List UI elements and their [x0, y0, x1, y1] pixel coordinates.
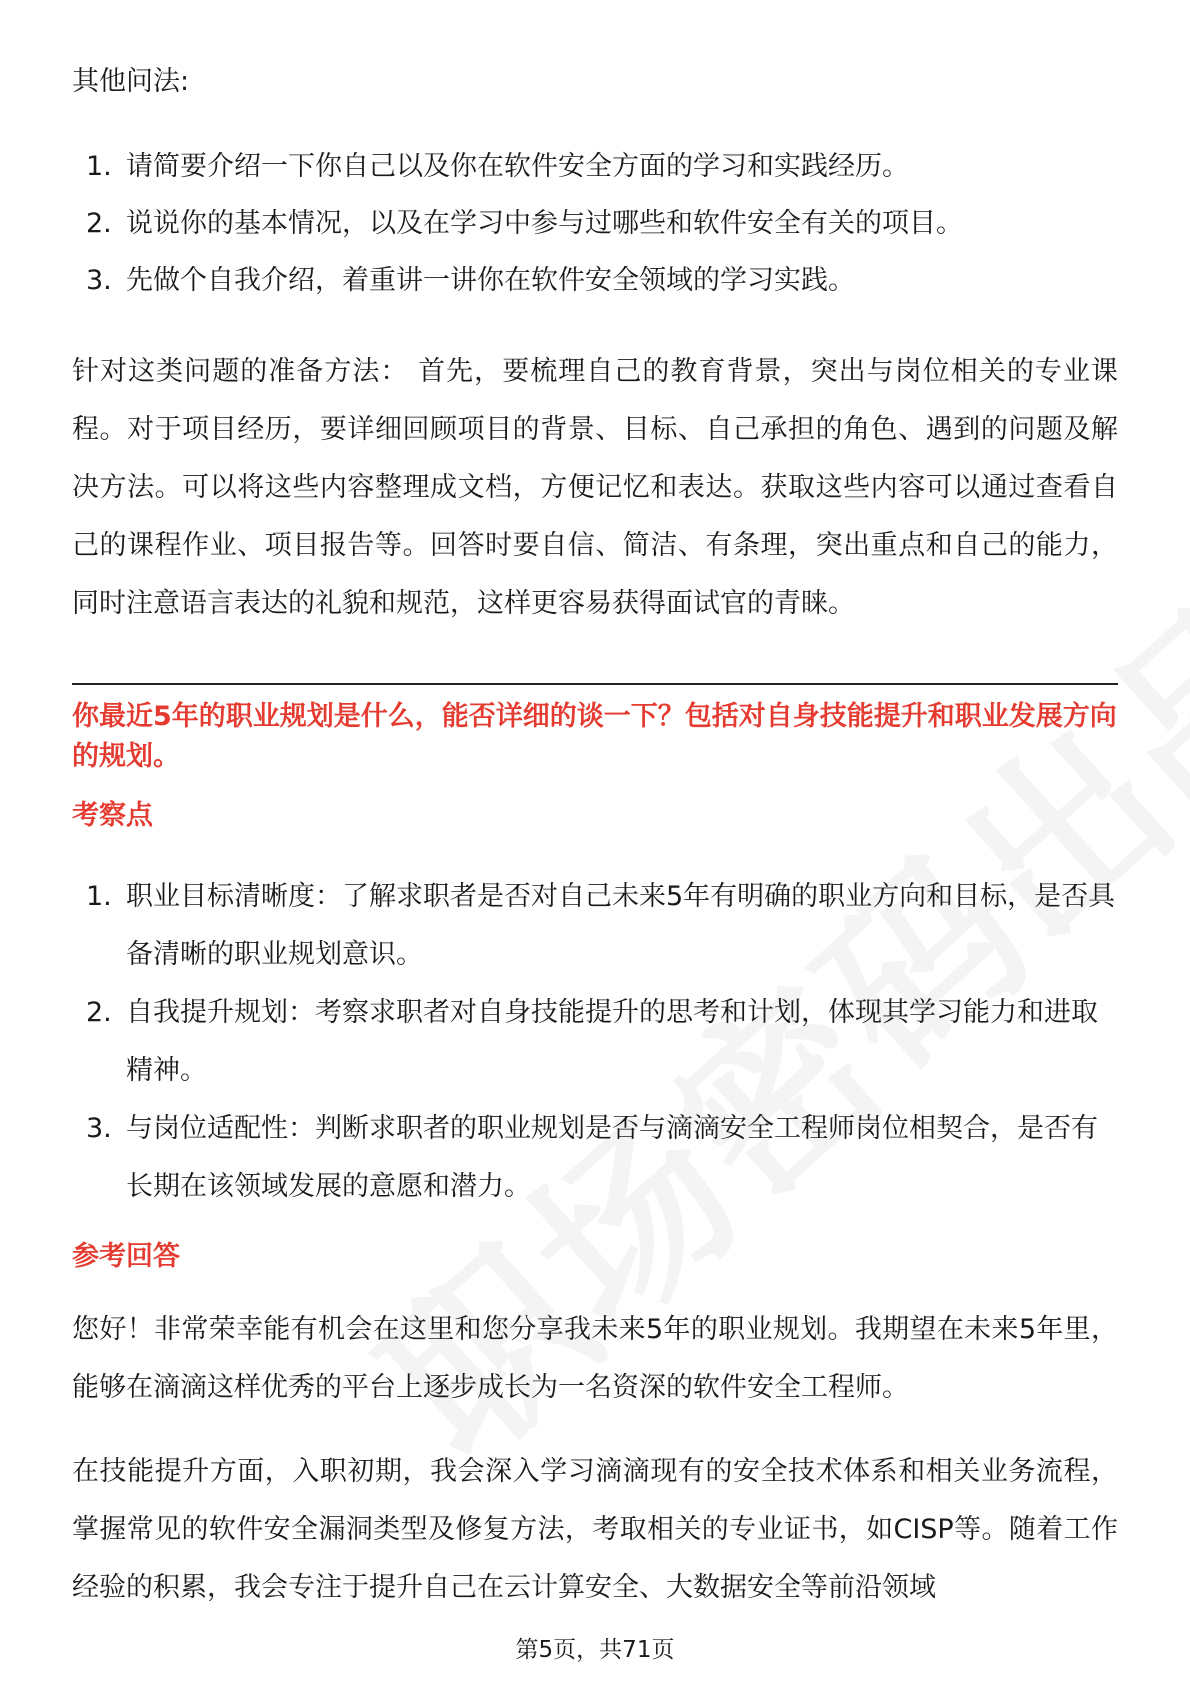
- list-item: [72, 984, 1118, 1100]
- list-item-text: 请简要介绍一下你自己以及你在软件安全方面的学习和实践经历。: [126, 151, 909, 182]
- list-number: 3.: [86, 265, 112, 296]
- list-number: 1.: [86, 151, 112, 182]
- list-number: 2.: [86, 208, 112, 239]
- section-divider: [72, 683, 1118, 685]
- list-item: [72, 1100, 1118, 1216]
- question-title: 你最近5年的职业规划是什么，能否详细的谈一下？包括对自身技能提升和职业发展方向的规划。: [72, 701, 1117, 772]
- list-item: [72, 147, 1118, 187]
- list-item: [72, 261, 1118, 301]
- points-list: [72, 868, 1118, 1216]
- list-item: [72, 204, 1118, 244]
- list-item-text: 先做个自我介绍，着重讲一讲你在软件安全领域的学习实践。: [126, 265, 855, 296]
- points-heading: 考察点: [72, 800, 153, 831]
- list-item-text: 与岗位适配性：判断求职者的职业规划是否与滴滴安全工程师岗位相契合，是否有长期在该领域发展的意愿和潜力。: [126, 1113, 1098, 1202]
- page-footer: 第5页，共71页: [515, 1637, 675, 1663]
- list-item-text: 职业目标清晰度：了解求职者是否对自己未来5年有明确的职业方向和目标，是否具备清晰的职业规划意识。: [126, 881, 1116, 970]
- list-item-text: 自我提升规划：考察求职者对自身技能提升的思考和计划，体现其学习能力和进取精神。: [126, 997, 1098, 1086]
- alt-questions-label: 其他问法:: [72, 66, 190, 97]
- alt-questions-list: [72, 147, 1118, 318]
- answer-heading: 参考回答: [72, 1241, 180, 1272]
- preparation-paragraph: 针对这类问题的准备方法： 首先，要梳理自己的教育背景，突出与岗位相关的专业课程。对于项目经历，要详细回顾项目的背景、目标、自己承担的角色、遇到的问题及解决方法。可以将这些内容整理成文档，方便记忆和表达。获取这些内容可以通过查看自己的课程作业、项目报告等。回答时要自信、简洁、有条理，突出重点和自己的能力，同时注意语言表达的礼貌和规范，这样更容易获得面试官的青睐。: [72, 356, 1118, 619]
- list-number: 2.: [86, 997, 112, 1028]
- answer-paragraph: 您好！非常荣幸能有机会在这里和您分享我未来5年的职业规划。我期望在未来5年里，能够在滴滴这样优秀的平台上逐步成长为一名资深的软件安全工程师。: [72, 1314, 1118, 1403]
- list-number: 1.: [86, 881, 112, 912]
- list-number: 3.: [86, 1113, 112, 1144]
- list-item: [72, 868, 1118, 984]
- list-item-text: 说说你的基本情况，以及在学习中参与过哪些和软件安全有关的项目。: [126, 208, 963, 239]
- answer-paragraph: 在技能提升方面，入职初期，我会深入学习滴滴现有的安全技术体系和相关业务流程，掌握常见的软件安全漏洞类型及修复方法，考取相关的专业证书，如CISP等。随着工作经验的积累，我会专注于提升自己在云计算安全、大数据安全等前沿领域: [72, 1456, 1118, 1603]
